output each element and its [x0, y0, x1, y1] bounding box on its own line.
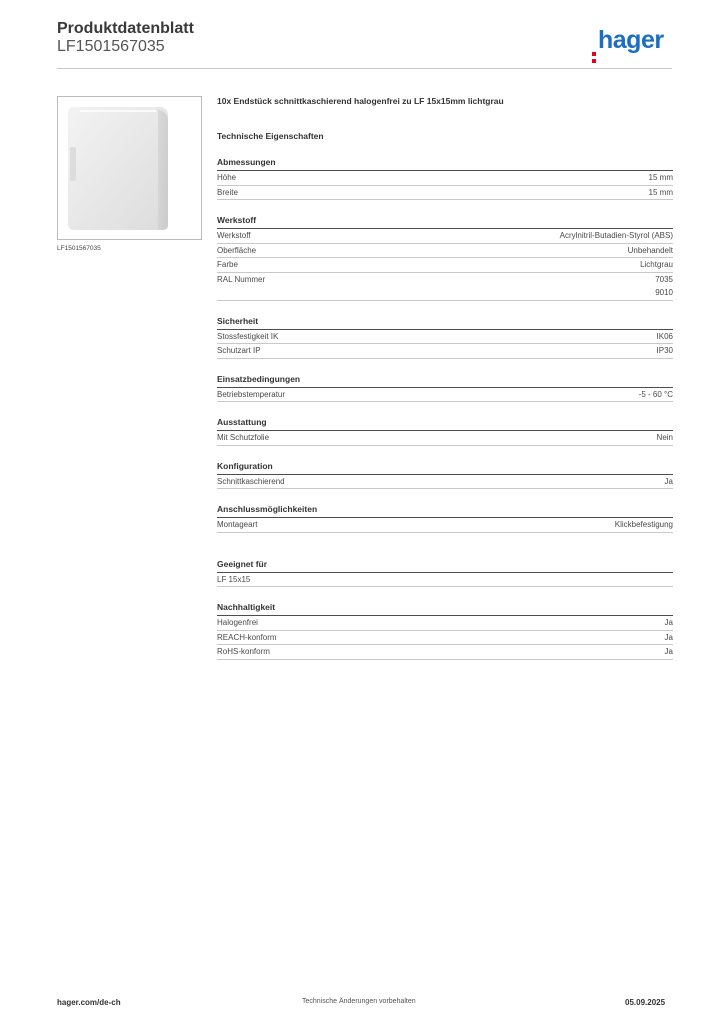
table-row [217, 518, 673, 533]
row-label: Oberfläche [217, 245, 257, 255]
footer-date: 05.09.2025 [625, 998, 666, 1007]
row-label: RoHS-konform [217, 647, 270, 656]
section-abmessungen [217, 157, 673, 200]
table-row [217, 258, 673, 273]
footer-website-link[interactable]: hager.com/de-ch [57, 998, 121, 1007]
section-title: Nachhaltigkeit [217, 602, 673, 616]
technical-heading: Technische Eigenschaften [217, 131, 324, 141]
section-einsatzbedingungen [217, 374, 673, 403]
section-title: Konfiguration [217, 461, 673, 475]
table-row [217, 431, 673, 446]
table-row [217, 645, 673, 660]
section-sicherheit [217, 316, 673, 359]
page-title: Produktdatenblatt [57, 20, 194, 37]
table-row [217, 186, 673, 201]
row-value: Klickbefestigung [614, 520, 673, 529]
row-value: IP30 [656, 346, 673, 355]
section-title: Anschlussmöglichkeiten [217, 504, 673, 518]
header-divider [57, 68, 672, 69]
row-label: REACH-konform [217, 632, 277, 642]
row-value: Ja [664, 476, 673, 486]
row-value: 9010 [655, 288, 673, 297]
table-row [217, 573, 673, 588]
section-konfiguration [217, 461, 673, 490]
table-row [217, 171, 673, 186]
table-row [217, 475, 673, 490]
row-label: Montageart [217, 520, 258, 529]
row-label: Höhe [217, 173, 237, 182]
datasheet-content [217, 96, 673, 660]
row-value: Acrylnitril-Butadien-Styrol (ABS) [559, 231, 673, 240]
product-image [57, 96, 202, 240]
section-title: Geeignet für [217, 559, 673, 573]
row-label: Breite [217, 187, 238, 197]
row-value: Lichtgrau [640, 260, 673, 269]
product-code: LF1501567035 [57, 38, 165, 55]
table-row [217, 273, 673, 301]
row-label: Betriebstemperatur [217, 389, 286, 399]
section-nachhaltigkeit [217, 602, 673, 660]
row-value: Ja [664, 632, 673, 642]
section-title: Werkstoff [217, 215, 673, 229]
section-ausstattung [217, 417, 673, 446]
end-cap-illustration [58, 97, 201, 239]
table-row [217, 330, 673, 345]
row-value: Unbehandelt [627, 245, 673, 255]
row-label: Farbe [217, 260, 238, 269]
row-value: 15 mm [648, 187, 673, 197]
row-label: Schnittkaschierend [217, 476, 285, 486]
row-value: 7035 [655, 274, 673, 284]
row-label: Stossfestigkeit IK [217, 331, 279, 341]
hager-logo[interactable] [592, 26, 664, 55]
section-geeignet-fuer [217, 559, 673, 588]
product-description: 10x Endstück schnittkaschierend halogenfrei zu LF 15x15mm lichtgrau [217, 96, 504, 106]
section-anschlussmoeglichkeiten [217, 504, 673, 533]
row-label: Werkstoff [217, 231, 251, 240]
row-value: Ja [664, 618, 673, 627]
table-row [217, 631, 673, 646]
image-caption: LF1501567035 [57, 245, 101, 252]
row-label: Schutzart IP [217, 346, 261, 355]
row-value: Nein [656, 433, 673, 442]
row-label: Mit Schutzfolie [217, 433, 270, 442]
table-row [217, 616, 673, 631]
section-title: Abmessungen [217, 157, 673, 171]
table-row [217, 344, 673, 359]
table-row [217, 244, 673, 259]
footer-notice: Technische Änderungen vorbehalten [302, 998, 416, 1005]
table-row [217, 229, 673, 244]
section-title: Einsatzbedingungen [217, 374, 673, 388]
section-werkstoff [217, 215, 673, 301]
row-value-multi [655, 273, 673, 300]
row-value: Ja [664, 647, 673, 656]
section-title: Sicherheit [217, 316, 673, 330]
row-label: LF 15x15 [217, 574, 251, 584]
row-value: IK06 [656, 331, 673, 341]
row-value: 15 mm [648, 173, 673, 182]
table-row [217, 388, 673, 403]
row-label: Halogenfrei [217, 618, 258, 627]
row-value: -5 - 60 °C [638, 389, 673, 399]
logo-text: hager [598, 26, 664, 54]
section-title: Ausstattung [217, 417, 673, 431]
row-label: RAL Nummer [217, 274, 266, 284]
